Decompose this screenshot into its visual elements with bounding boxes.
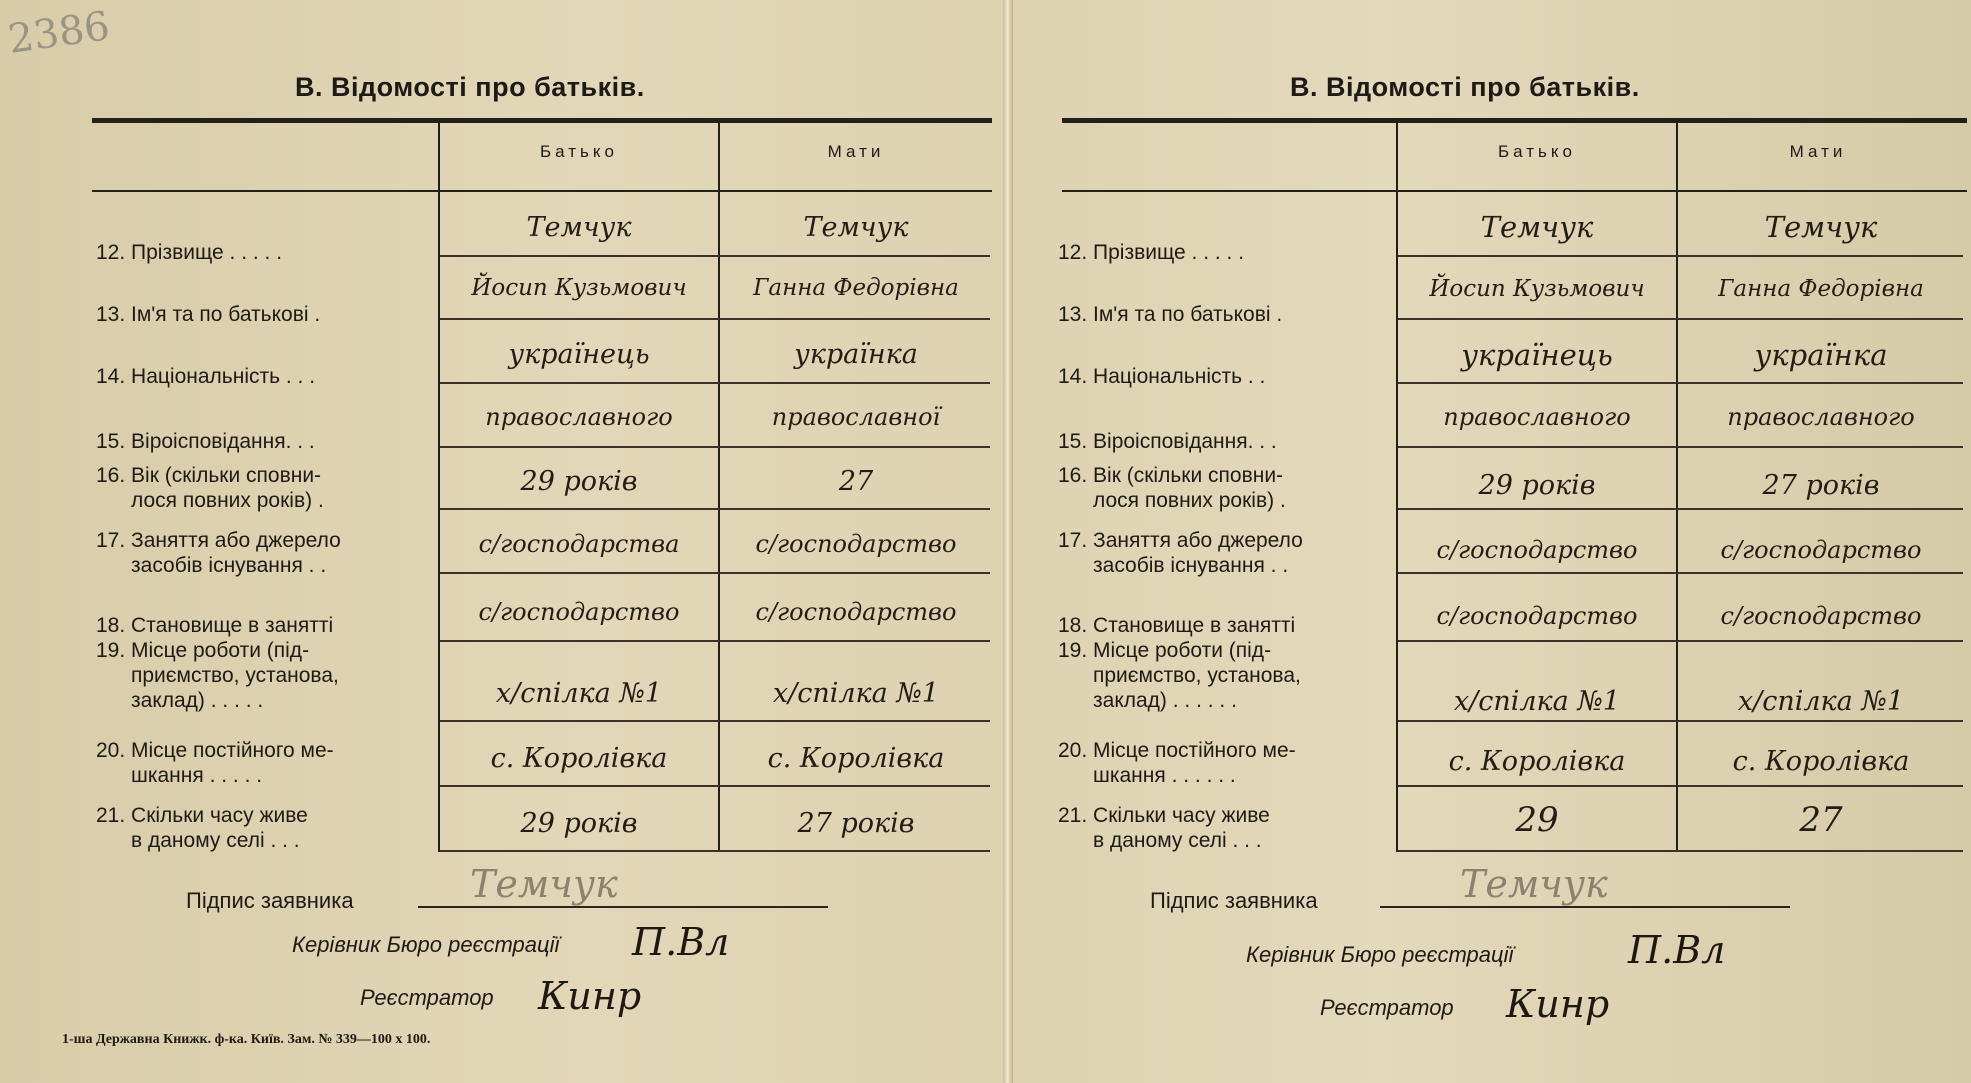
cell-underline: [440, 640, 990, 642]
row-label-name: 13. Ім'я та по батькові .: [1058, 303, 1283, 326]
father-surname: Темчук: [526, 212, 632, 243]
cell-underline: [1398, 382, 1963, 384]
mother-age: 27 років: [1762, 470, 1880, 501]
printer-imprint: 1-ша Державна Книжк. ф-ка. Київ. Зам. № 339—100 х 100.: [62, 1032, 431, 1047]
father-religion: православного: [1443, 403, 1631, 431]
column-divider: [438, 122, 440, 852]
mother-workplace: х/спілка №1: [1737, 686, 1905, 717]
bureau-head-signature: П.Вл: [632, 920, 730, 964]
cell-underline: [1398, 785, 1963, 787]
row-label-nationality: 14. Національність . . .: [96, 365, 316, 388]
cell-underline: [1398, 720, 1963, 722]
mother-position: с/господарство: [1720, 602, 1922, 630]
father-residence: с. Королівка: [1448, 746, 1626, 777]
father-position: с/господарство: [1436, 602, 1638, 630]
applicant-signature: Темчук: [1460, 862, 1608, 906]
mother-position: с/господарство: [755, 598, 957, 626]
father-name: Йосип Кузьмович: [1429, 276, 1645, 302]
applicant-signature-label: Підпис заявника: [186, 888, 354, 913]
cell-underline: [440, 785, 990, 787]
father-time-in-village: 29 років: [520, 808, 638, 839]
row-label-residence: 20. Місце постійного ме- шкання . . . . .: [96, 739, 334, 787]
mother-occupation: с/господарство: [1720, 536, 1922, 564]
header-rule: [92, 118, 992, 123]
registrar-label: Реєстратор: [360, 985, 494, 1010]
header-rule: [1062, 118, 1967, 123]
right-form-panel: [1010, 0, 1971, 1083]
cell-underline: [440, 572, 990, 574]
cell-underline: [1398, 640, 1963, 642]
father-position: с/господарство: [478, 598, 680, 626]
column-mother-header: Мати: [1789, 142, 1847, 161]
mother-time-in-village: 27 років: [797, 808, 915, 839]
mother-workplace: х/спілка №1: [772, 678, 940, 709]
column-divider: [1396, 122, 1398, 852]
row-label-time-in-village: 21. Скільки часу живе в даному селі . . .: [1058, 804, 1270, 852]
section-title: В. Відомості про батьків.: [295, 72, 645, 102]
applicant-signature-line: [1380, 906, 1790, 908]
cell-underline: [1398, 255, 1963, 257]
cell-underline: [440, 720, 990, 722]
cell-underline: [440, 318, 990, 320]
father-occupation: с/господарства: [478, 530, 680, 558]
father-religion: православного: [485, 403, 673, 431]
registrar-signature: Кинр: [538, 974, 642, 1018]
mother-residence: с. Королівка: [1732, 746, 1910, 777]
row-label-surname: 12. Прізвище . . . . .: [96, 241, 283, 264]
father-name: Йосип Кузьмович: [471, 275, 687, 301]
father-age: 29 років: [520, 466, 638, 497]
archive-number: 2386: [5, 3, 113, 63]
cell-underline: [440, 255, 990, 257]
cell-underline: [1398, 446, 1963, 448]
registrar-signature: Кинр: [1506, 982, 1610, 1026]
cell-underline: [1398, 318, 1963, 320]
mother-age: 27: [838, 466, 874, 497]
header-bottom-rule: [92, 190, 992, 192]
cell-underline: [1398, 572, 1963, 574]
row-label-position-workplace: 18. Становище в занятті 19. Місце роботи (під- приємство, установа, заклад) . . . . .: [96, 614, 339, 712]
row-label-name: 13. Ім'я та по батькові .: [96, 303, 321, 326]
row-label-occupation: 17. Заняття або джерело засобів існування . .: [1058, 529, 1303, 577]
applicant-signature-line: [418, 906, 828, 908]
section-title: В. Відомості про батьків.: [1290, 72, 1640, 102]
mother-surname: Темчук: [1764, 210, 1878, 244]
bureau-head-label: Керівник Бюро реєстрації: [1246, 942, 1514, 967]
row-label-age: 16. Вік (скільки сповни- лося повних років) .: [1058, 464, 1286, 512]
cell-underline: [440, 850, 990, 852]
header-bottom-rule: [1062, 190, 1967, 192]
row-label-surname: 12. Прізвище . . . . .: [1058, 241, 1245, 264]
bureau-head-label: Керівник Бюро реєстрації: [292, 932, 560, 957]
mother-time-in-village: 27: [1799, 800, 1843, 840]
cell-underline: [440, 446, 990, 448]
father-workplace: х/спілка №1: [1453, 686, 1621, 717]
registrar-label: Реєстратор: [1320, 995, 1454, 1020]
row-label-time-in-village: 21. Скільки часу живе в даному селі . . .: [96, 804, 308, 852]
cell-underline: [1398, 508, 1963, 510]
row-label-age: 16. Вік (скільки сповни- лося повних років) .: [96, 464, 324, 512]
row-label-residence: 20. Місце постійного ме- шкання . . . . . .: [1058, 739, 1296, 787]
mother-nationality: українка: [794, 339, 918, 370]
bureau-head-signature: П.Вл: [1628, 928, 1726, 972]
mother-residence: с. Королівка: [767, 743, 945, 774]
column-mother-header: Мати: [827, 142, 885, 161]
father-time-in-village: 29: [1515, 800, 1559, 840]
row-label-position-workplace: 18. Становище в занятті 19. Місце роботи (під- приємство, установа, заклад) . . . . . .: [1058, 614, 1301, 712]
father-age: 29 років: [1478, 470, 1596, 501]
father-workplace: х/спілка №1: [495, 678, 663, 709]
father-occupation: с/господарство: [1436, 536, 1638, 564]
mother-name: Ганна Федорівна: [753, 275, 959, 301]
father-nationality: українець: [1461, 338, 1613, 372]
mother-name: Ганна Федорівна: [1718, 276, 1924, 302]
mother-religion: православного: [1727, 403, 1915, 431]
row-label-religion: 15. Віроісповідання. . .: [96, 430, 315, 453]
row-label-religion: 15. Віроісповідання. . .: [1058, 430, 1277, 453]
father-residence: с. Королівка: [490, 743, 668, 774]
mother-nationality: українка: [1754, 338, 1888, 372]
cell-underline: [440, 508, 990, 510]
row-label-occupation: 17. Заняття або джерело засобів існування . .: [96, 529, 341, 577]
applicant-signature: Темчук: [470, 862, 618, 906]
row-label-nationality: 14. Національність . .: [1058, 365, 1266, 388]
cell-underline: [440, 382, 990, 384]
mother-religion: православної: [771, 403, 941, 431]
column-father-header: Батько: [1498, 142, 1576, 161]
applicant-signature-label: Підпис заявника: [1150, 888, 1318, 913]
mother-surname: Темчук: [803, 212, 909, 243]
father-surname: Темчук: [1480, 210, 1594, 244]
father-nationality: українець: [508, 339, 650, 370]
cell-underline: [1398, 850, 1963, 852]
mother-occupation: с/господарство: [755, 530, 957, 558]
column-father-header: Батько: [540, 142, 618, 161]
